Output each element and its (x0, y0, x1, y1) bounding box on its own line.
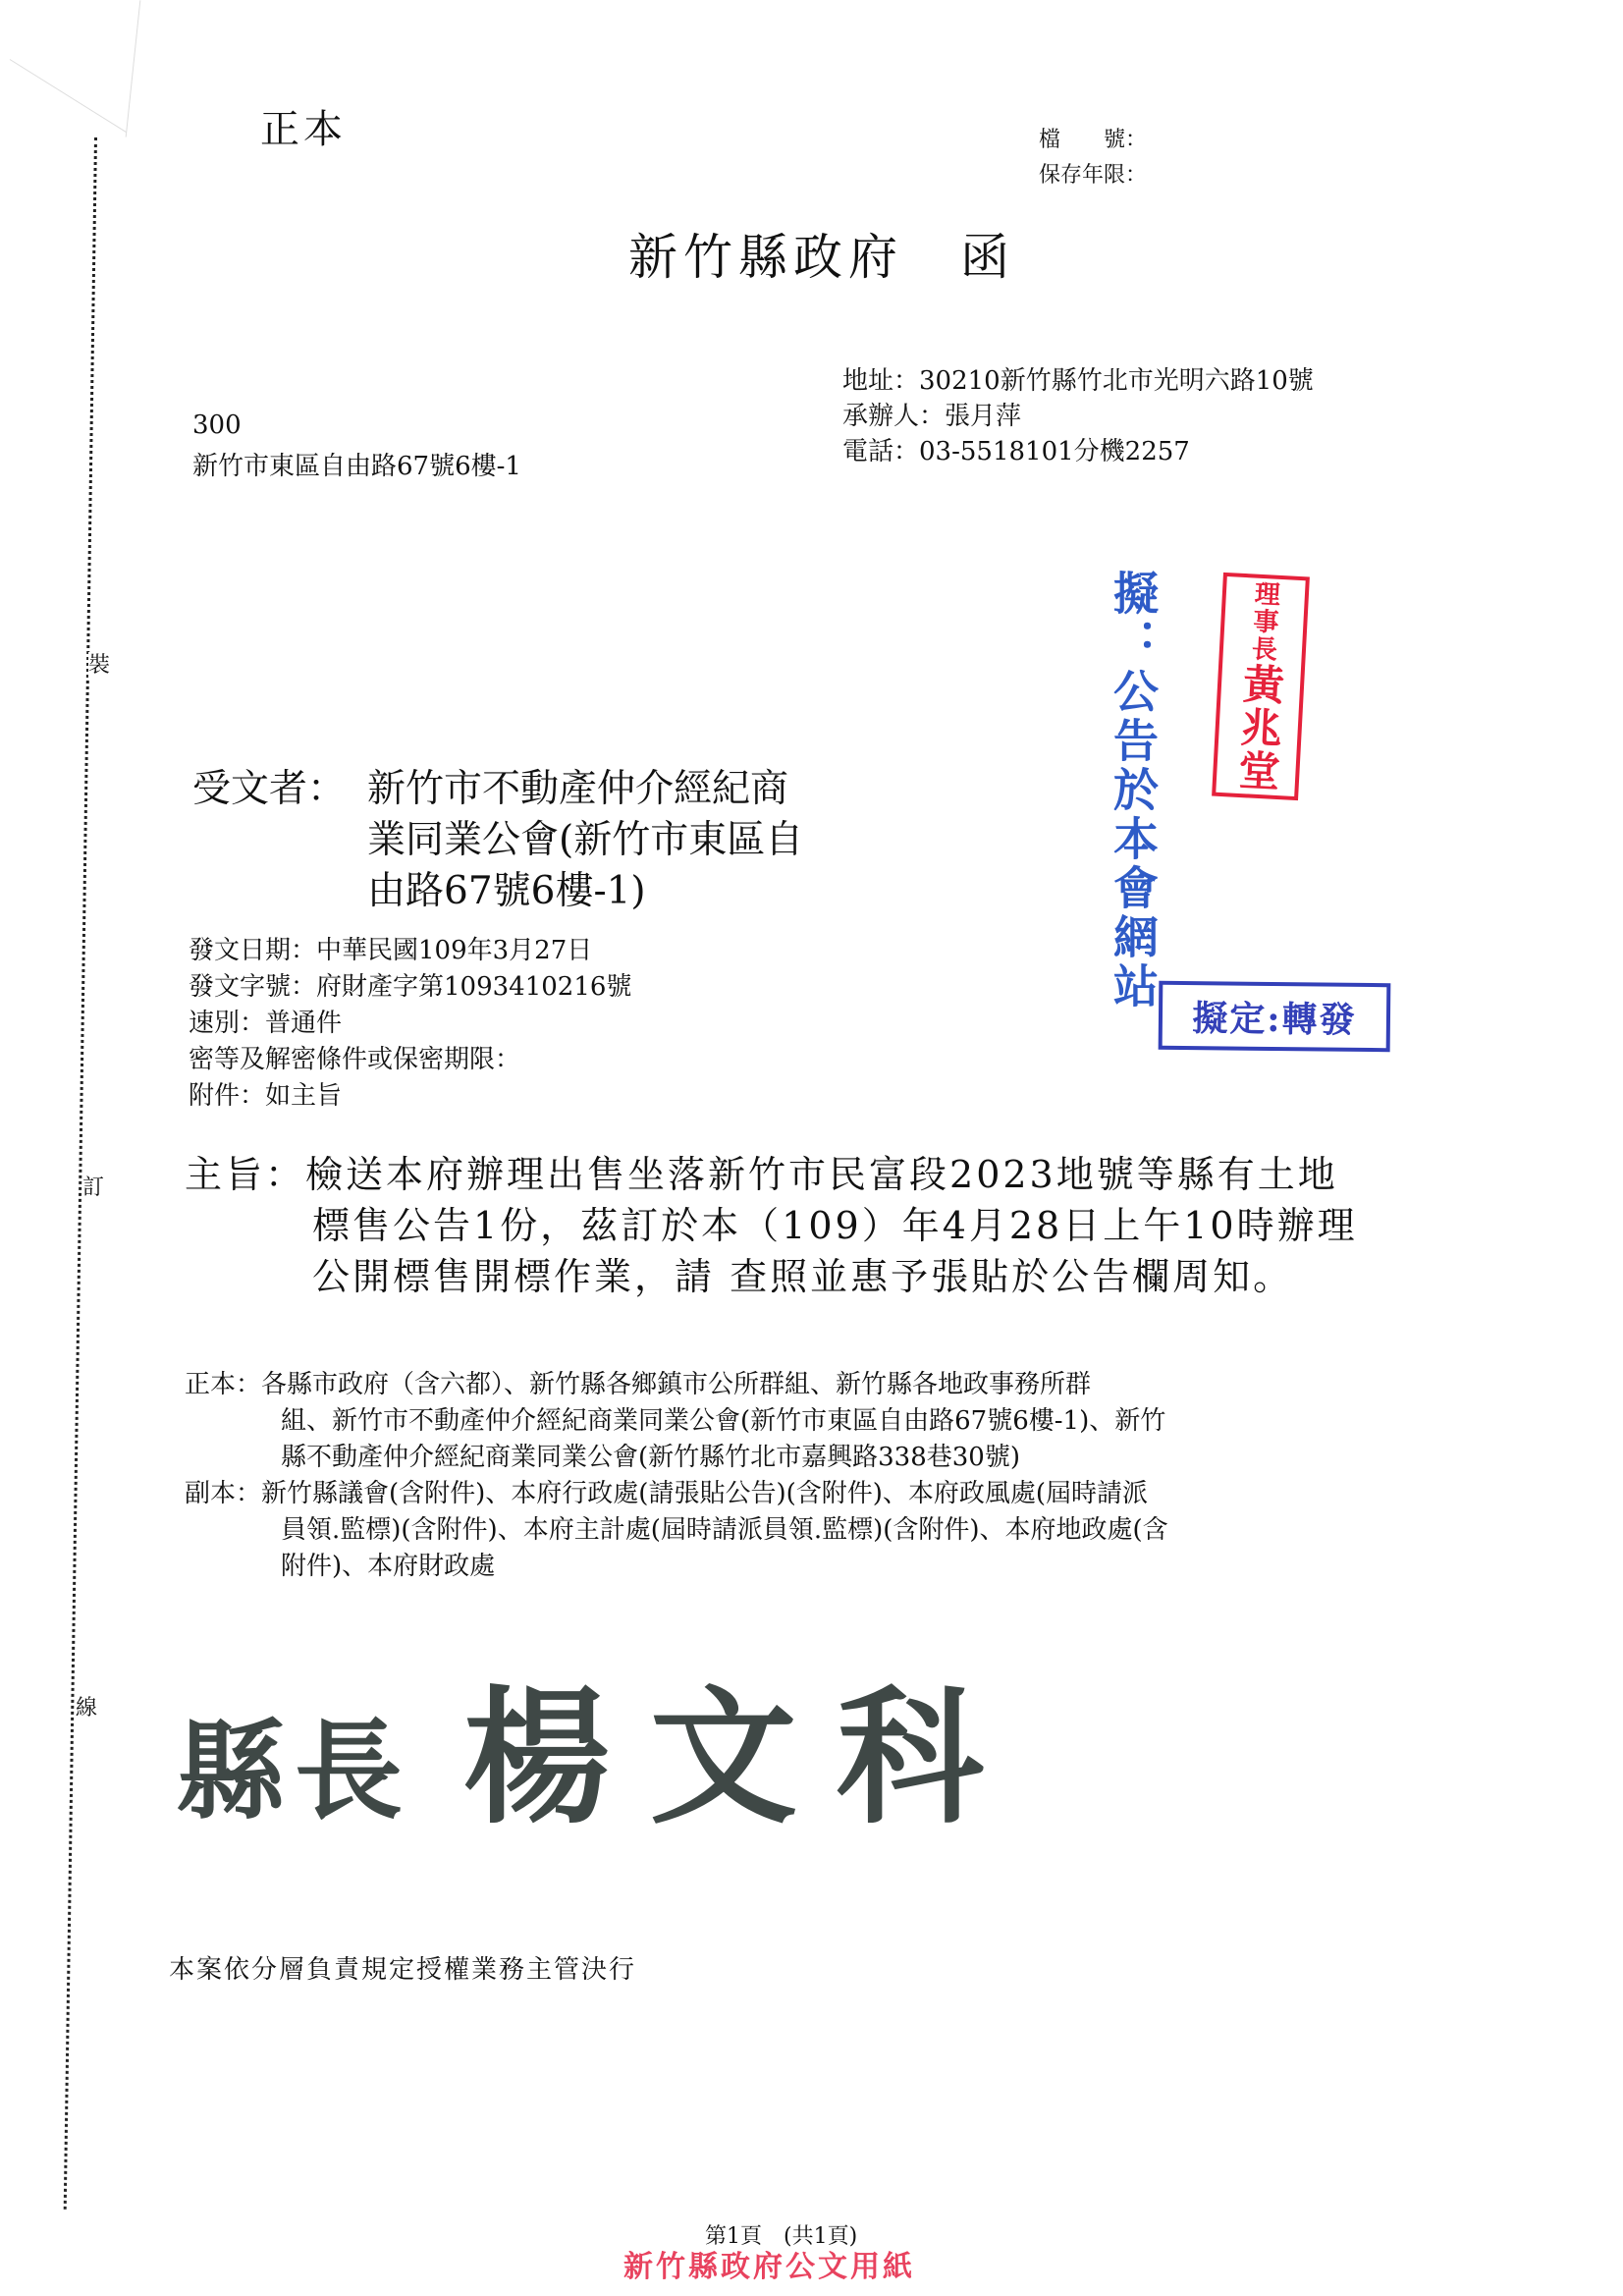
retention-period-label: 保存年限： (1039, 163, 1148, 188)
document-type: 函 (960, 229, 1015, 286)
street-address: 新竹市東區自由路67號6樓-1 (192, 452, 521, 481)
copy-recipients-line: 新竹縣議會(含附件)、本府行政處(請張貼公告)(含附件)、本府政風處(屆時請派 (261, 1479, 1149, 1508)
binding-mark-zhuang: 裝 (88, 653, 111, 678)
original-recipients-line: 縣不動產仲介經紀商業同業公會(新竹縣竹北市嘉興路338巷30號) (281, 1443, 1020, 1472)
page-number: 第1頁 (共1頁) (705, 2224, 858, 2249)
page-fold-crease (10, 59, 127, 133)
subject-line: 公開標售開標作業，請 查照並惠予張貼於公告欄周知。 (312, 1255, 1294, 1298)
copy-recipients-line: 員領.監標)(含附件)、本府主計處(屆時請派員領.監標)(含附件)、本府地政處(含 (281, 1515, 1168, 1545)
document-number: 發文字號：府財產字第1093410216號 (189, 972, 632, 1002)
receiver-line: 業同業公會(新竹市東區自 (367, 818, 804, 862)
binding-mark-xian: 線 (76, 1696, 98, 1721)
original-recipients-label: 正本： (185, 1370, 262, 1399)
page-fold-crease (126, 0, 141, 137)
delivery-speed: 速別：普通件 (189, 1009, 343, 1038)
decision-stamp: 擬定:轉發 (1159, 981, 1391, 1052)
copy-recipients-line: 附件)、本府財政處 (281, 1552, 496, 1581)
original-recipients-line: 組、新竹市不動產仲介經紀商業同業公會(新竹市東區自由路67號6樓-1)、新竹 (281, 1406, 1166, 1436)
document-title (628, 218, 1015, 289)
file-number-label: 檔 號： (1039, 128, 1148, 152)
recipient-mailing-address (192, 405, 521, 487)
attachment-info: 附件：如主旨 (189, 1081, 343, 1111)
receiver-label: 受文者： (192, 767, 347, 811)
original-recipients-line: 各縣市政府（含六都）、新竹縣各鄉鎮市公所群組、新竹縣各地政事務所群 (261, 1370, 1092, 1399)
contact-person: 承辦人：張月萍 (842, 402, 1022, 431)
receiver-block (192, 764, 803, 917)
copy-type-label: 正本 (260, 107, 347, 152)
handwritten-blue-note: 擬：公告於本會網站 (1107, 570, 1160, 1011)
subject-line: 檢送本府辦理出售坐落新竹市民富段2023地號等縣有土地 (305, 1153, 1338, 1196)
seal-name: 黃兆堂 (1231, 661, 1287, 794)
file-info-block (1039, 123, 1147, 193)
sender-address: 地址：30210新竹縣竹北市光明六路10號 (842, 366, 1314, 396)
issuer-name: 新竹縣政府 (628, 229, 903, 286)
magistrate-signature (177, 1669, 1023, 1860)
official-paper-mark: 新竹縣政府公文用紙 (623, 2250, 915, 2284)
sender-info (842, 363, 1314, 469)
document-metadata (189, 933, 631, 1115)
binding-mark-ding: 訂 (82, 1175, 105, 1200)
subject-line: 標售公告1份，茲訂於本（109）年4月28日上午10時辦理 (312, 1204, 1358, 1247)
postal-code: 300 (192, 410, 242, 440)
binding-dotted-line (64, 137, 97, 2210)
subject-block (185, 1149, 1358, 1302)
seal-title: 理事長 (1246, 579, 1281, 664)
issue-date: 發文日期：中華民國109年3月27日 (189, 936, 593, 965)
receiver-line: 新竹市不動產仲介經紀商 (367, 767, 789, 811)
signature-title: 縣長 (177, 1708, 412, 1834)
chairman-seal (1212, 573, 1310, 800)
copy-recipients-label: 副本： (185, 1479, 262, 1508)
contact-phone: 電話：03-5518101分機2257 (842, 437, 1190, 466)
receiver-line: 由路67號6樓-1) (367, 869, 646, 913)
distribution-list (185, 1367, 1168, 1585)
delegation-note: 本案依分層負責規定授權業務主管決行 (169, 1955, 637, 1985)
signature-name: 楊文科 (462, 1671, 1023, 1844)
classification-level: 密等及解密條件或保密期限： (189, 1045, 521, 1074)
subject-label: 主旨： (185, 1153, 306, 1196)
